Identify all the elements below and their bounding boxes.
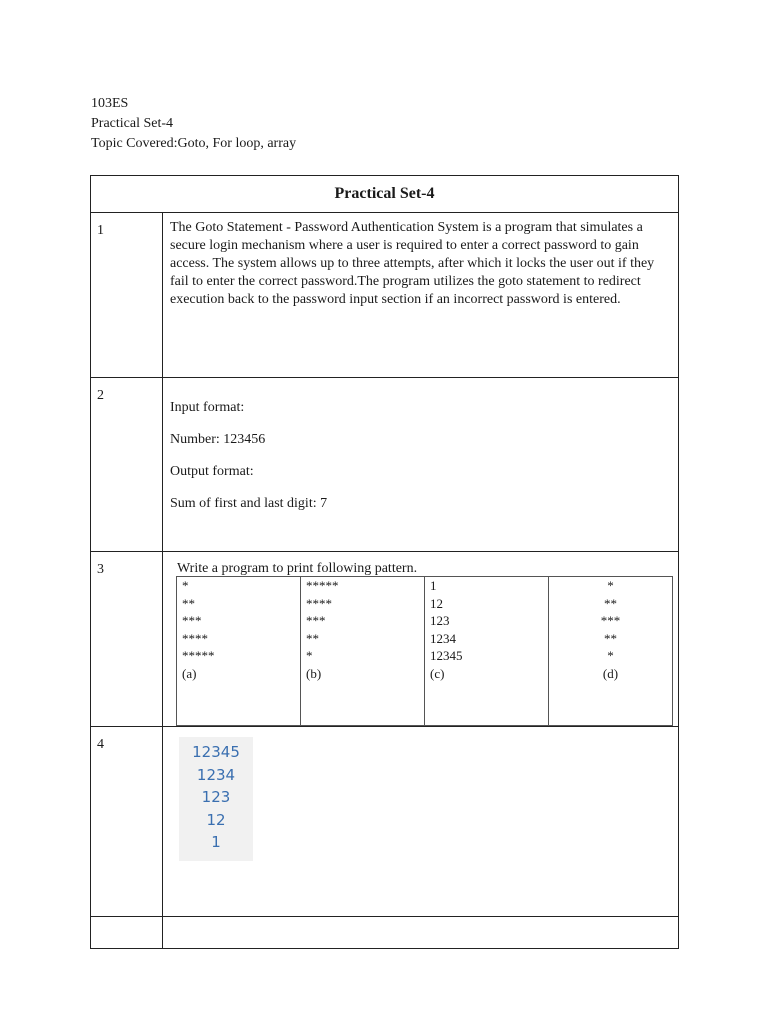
pattern-label: (a) — [182, 665, 197, 681]
row-number — [91, 917, 163, 949]
pattern-line: 1 — [430, 578, 437, 593]
number-pattern-line: 12 — [206, 810, 226, 829]
input-format-label: Input format: — [170, 400, 245, 415]
pattern-cell — [163, 552, 679, 727]
document-header — [91, 94, 296, 154]
practical-set-name: Practical Set-4 — [91, 116, 174, 131]
pattern-instruction: Write a program to print following pattern. — [177, 561, 418, 576]
output-format-value: Sum of first and last digit: 7 — [170, 496, 328, 511]
pattern-line: 12 — [430, 595, 443, 611]
question-text: The Goto Statement - Password Authentication System is a program that simulates a secure login mechanism where a user is required to enter a correct password to gain access. The system allows up to three attempts, after which it locks the user out if they fail to enter the correct password.The program utilizes the goto statement to redirect execution back to the password input section if an incorrect password is entered. — [163, 213, 679, 378]
table-row — [91, 213, 679, 378]
table-row — [91, 727, 679, 917]
pattern-d — [549, 577, 673, 726]
pattern-line: *** — [600, 613, 621, 628]
pattern-line: ** — [604, 595, 617, 611]
table-row — [91, 552, 679, 727]
pattern-line: ** — [182, 595, 195, 611]
pattern-line: 1234 — [430, 630, 456, 646]
io-format-cell — [163, 378, 679, 552]
empty-cell — [163, 917, 679, 949]
number-pattern-line: 1 — [211, 833, 221, 851]
pattern-line: 12345 — [430, 648, 463, 663]
pattern-line: ***** — [306, 578, 339, 593]
pattern-line: **** — [306, 595, 332, 611]
pattern-line: ***** — [182, 648, 215, 663]
practical-table — [90, 175, 679, 949]
number-pattern-line: 123 — [201, 788, 231, 806]
number-pattern-box — [179, 737, 253, 861]
pattern-label: (d) — [602, 665, 619, 681]
number-pattern-cell — [163, 727, 679, 917]
pattern-line: * — [182, 578, 189, 593]
pattern-c — [425, 577, 549, 726]
pattern-line: **** — [182, 630, 208, 646]
number-pattern-line: 12345 — [192, 743, 240, 761]
pattern-line: * — [607, 578, 614, 593]
pattern-line: ** — [306, 630, 319, 646]
topic-covered: Topic Covered:Goto, For loop, array — [91, 136, 297, 151]
pattern-line: *** — [182, 613, 202, 628]
pattern-line: *** — [306, 613, 326, 628]
number-pattern-line: 1234 — [196, 765, 236, 784]
output-format-label: Output format: — [170, 464, 254, 479]
pattern-table — [176, 576, 673, 726]
row-number: 2 — [91, 378, 163, 552]
row-number: 4 — [91, 727, 163, 917]
course-code: 103ES — [91, 96, 129, 111]
pattern-b — [301, 577, 425, 726]
pattern-line: * — [607, 648, 614, 663]
pattern-line: ** — [604, 630, 617, 646]
row-number: 1 — [91, 213, 163, 378]
pattern-a — [177, 577, 301, 726]
row-number: 3 — [91, 552, 163, 727]
pattern-line: 123 — [430, 613, 450, 628]
pattern-line: * — [306, 648, 313, 663]
pattern-label: (b) — [306, 665, 322, 681]
input-format-value: Number: 123456 — [170, 432, 266, 447]
table-row — [91, 917, 679, 949]
table-title: Practical Set-4 — [91, 176, 679, 213]
table-row — [91, 378, 679, 552]
pattern-label: (c) — [430, 665, 445, 681]
